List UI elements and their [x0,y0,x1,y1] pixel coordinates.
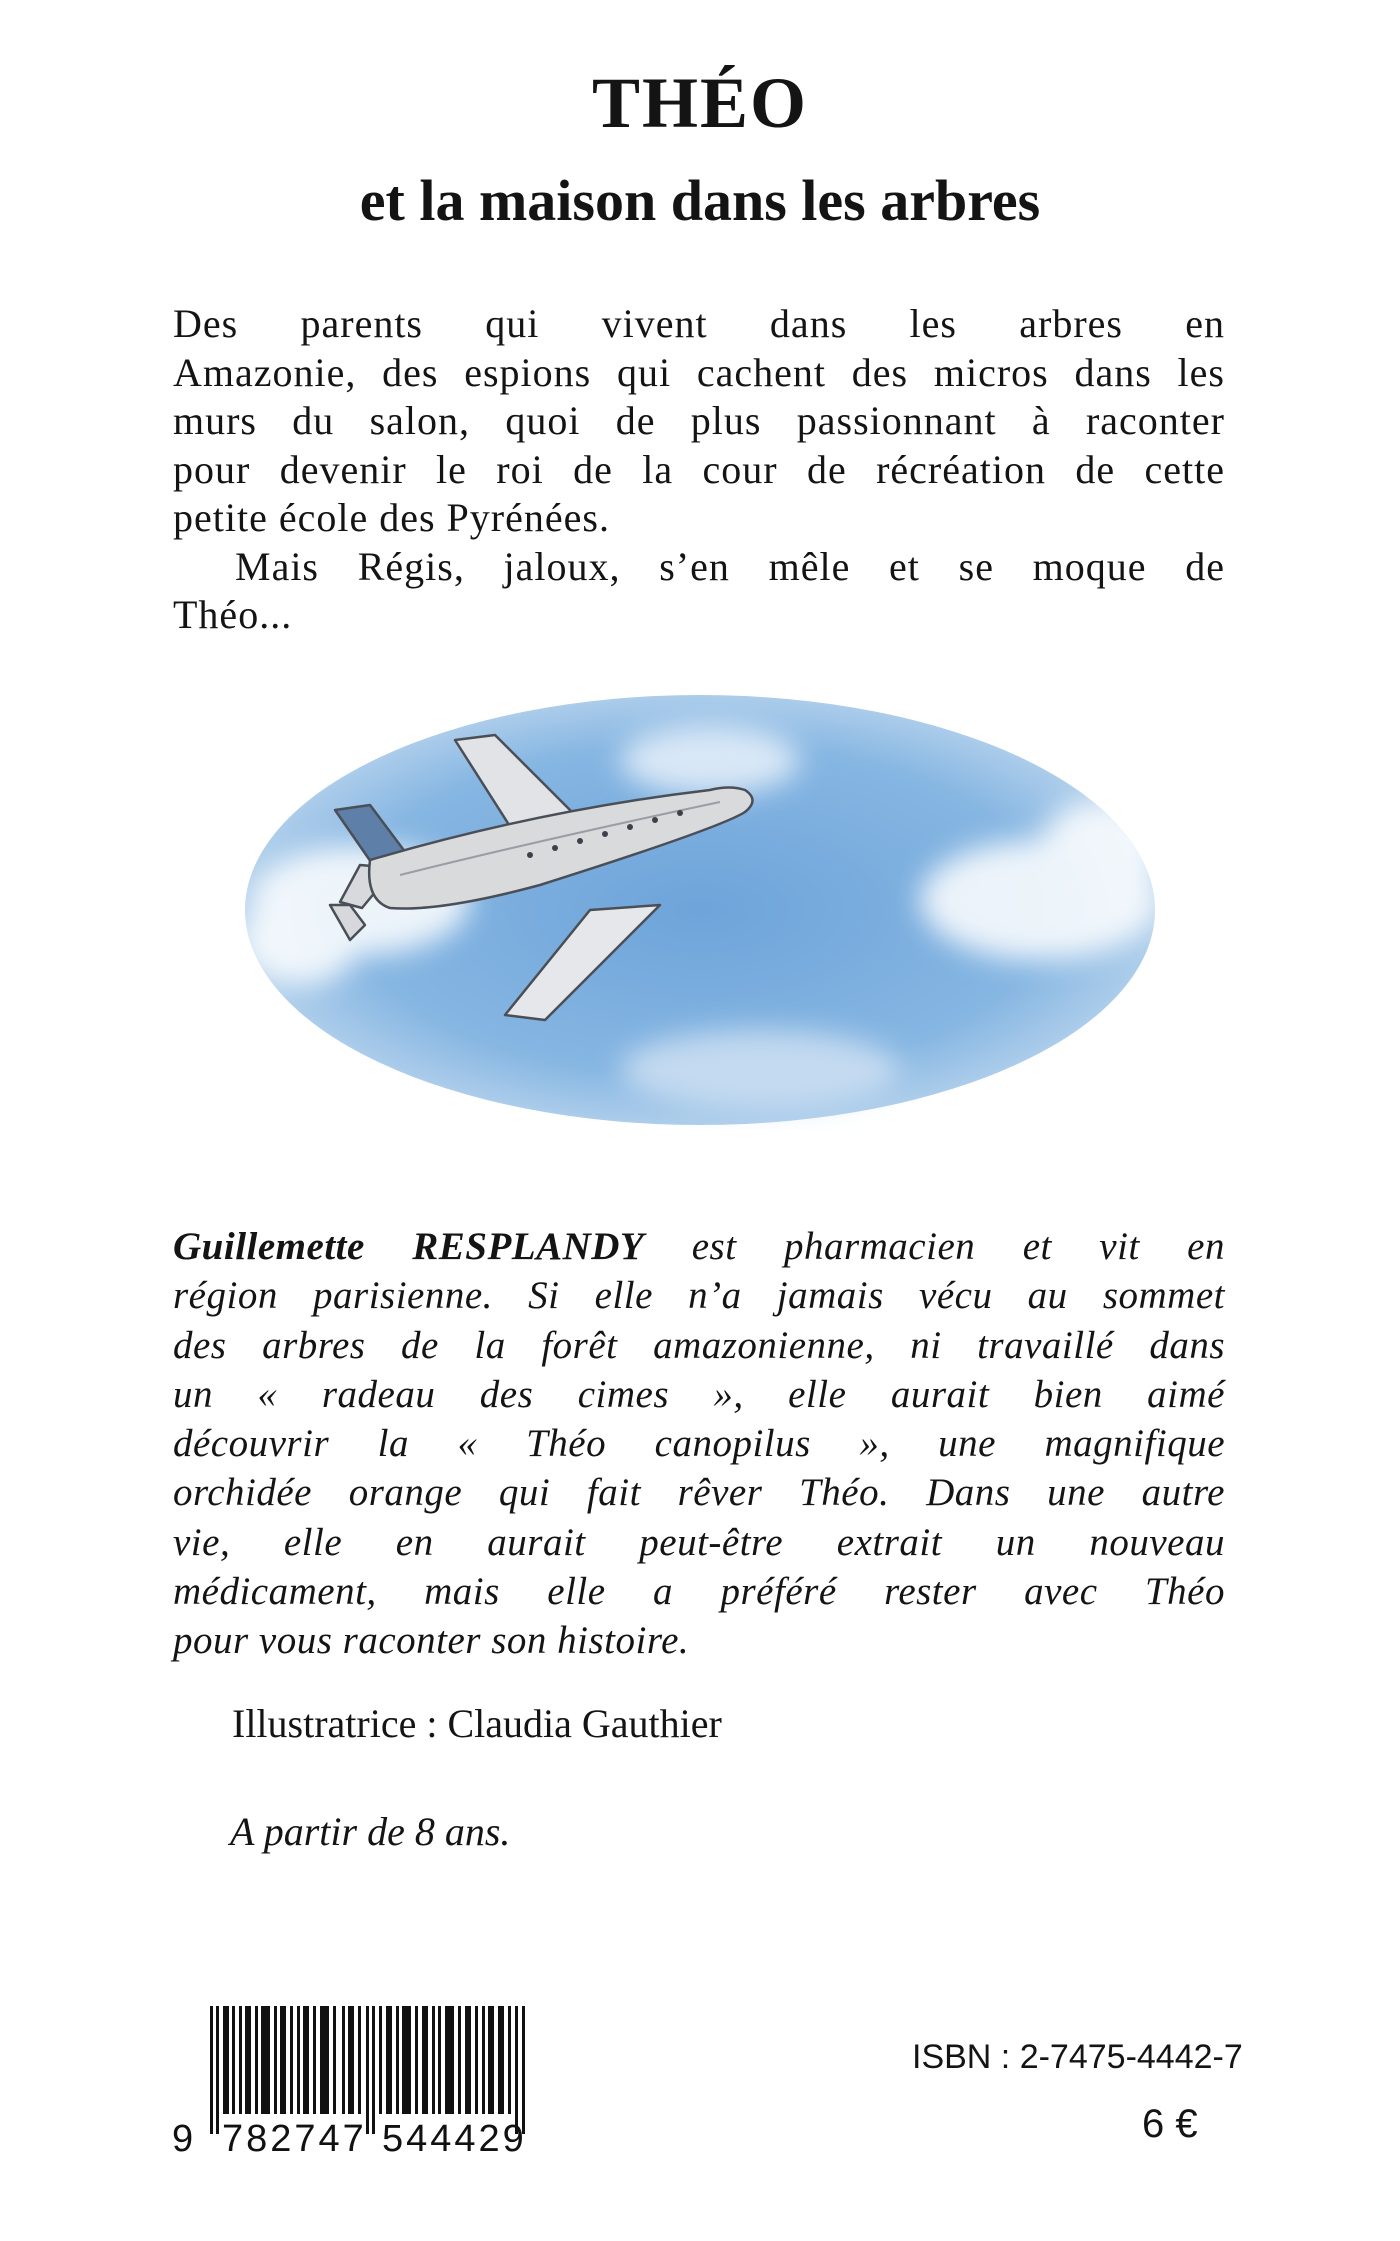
book-title: THÉO [591,63,809,143]
book-subtitle: et la maison dans les arbres [359,168,1041,233]
blurb-line: Théo... [173,592,293,637]
price: 6 € [1142,2102,1198,2146]
author-name: Guillemette RESPLANDY [173,1225,645,1268]
blurb [173,300,1225,640]
illustrator-credit: Illustratrice : Claudia Gauthier [232,1701,722,1746]
barcode-first-digit: 9 [172,2118,194,2156]
blurb-line: Des parents qui vivent dans les arbres en [173,301,1225,346]
age-range: A partir de 8 ans. [230,1809,511,1854]
bio-line: découvrir la « Théo canopilus », une magnifique [173,1422,1225,1466]
blurb-line: petite école des Pyrénées. [173,495,610,540]
barcode [170,2006,590,2156]
barcode-group-2: 544429 [382,2118,527,2156]
bio-line: orchidée orange qui fait rêver Théo. Dans une autre [173,1471,1225,1515]
barcode-group-1: 782747 [222,2118,367,2156]
isbn: ISBN : 2-7475-4442-7 [912,2038,1243,2076]
bio-line: un « radeau des cimes », elle aurait bien aimé [173,1372,1225,1416]
bio-line: vie, elle en aurait peut-être extrait un nouveau [173,1520,1225,1564]
airplane-illustration [240,690,1160,1130]
blurb-line: pour devenir le roi de la cour de récréation de cette [173,446,1225,492]
blurb-line: murs du salon, quoi de plus passionnant à raconter [173,398,1225,443]
bio-line: médicament, mais elle a préféré rester avec Théo [173,1570,1225,1614]
bio-line [173,1222,1225,1271]
bio-line: pour vous raconter son histoire. [173,1619,690,1663]
bio-line: région parisienne. Si elle n’a jamais vécu au sommet [173,1274,1225,1318]
blurb-line: Mais Régis, jaloux, s’en mêle et se moque de [235,543,1225,589]
blurb-line: Amazonie, des espions qui cachent des micros dans les [173,349,1225,395]
author-bio [173,1222,1225,1666]
bio-line: des arbres de la forêt amazonienne, ni travaillé dans [173,1323,1225,1367]
barcode-bars-icon [210,2006,525,2134]
bio-line-text: est pharmacien et vit en [644,1225,1225,1268]
